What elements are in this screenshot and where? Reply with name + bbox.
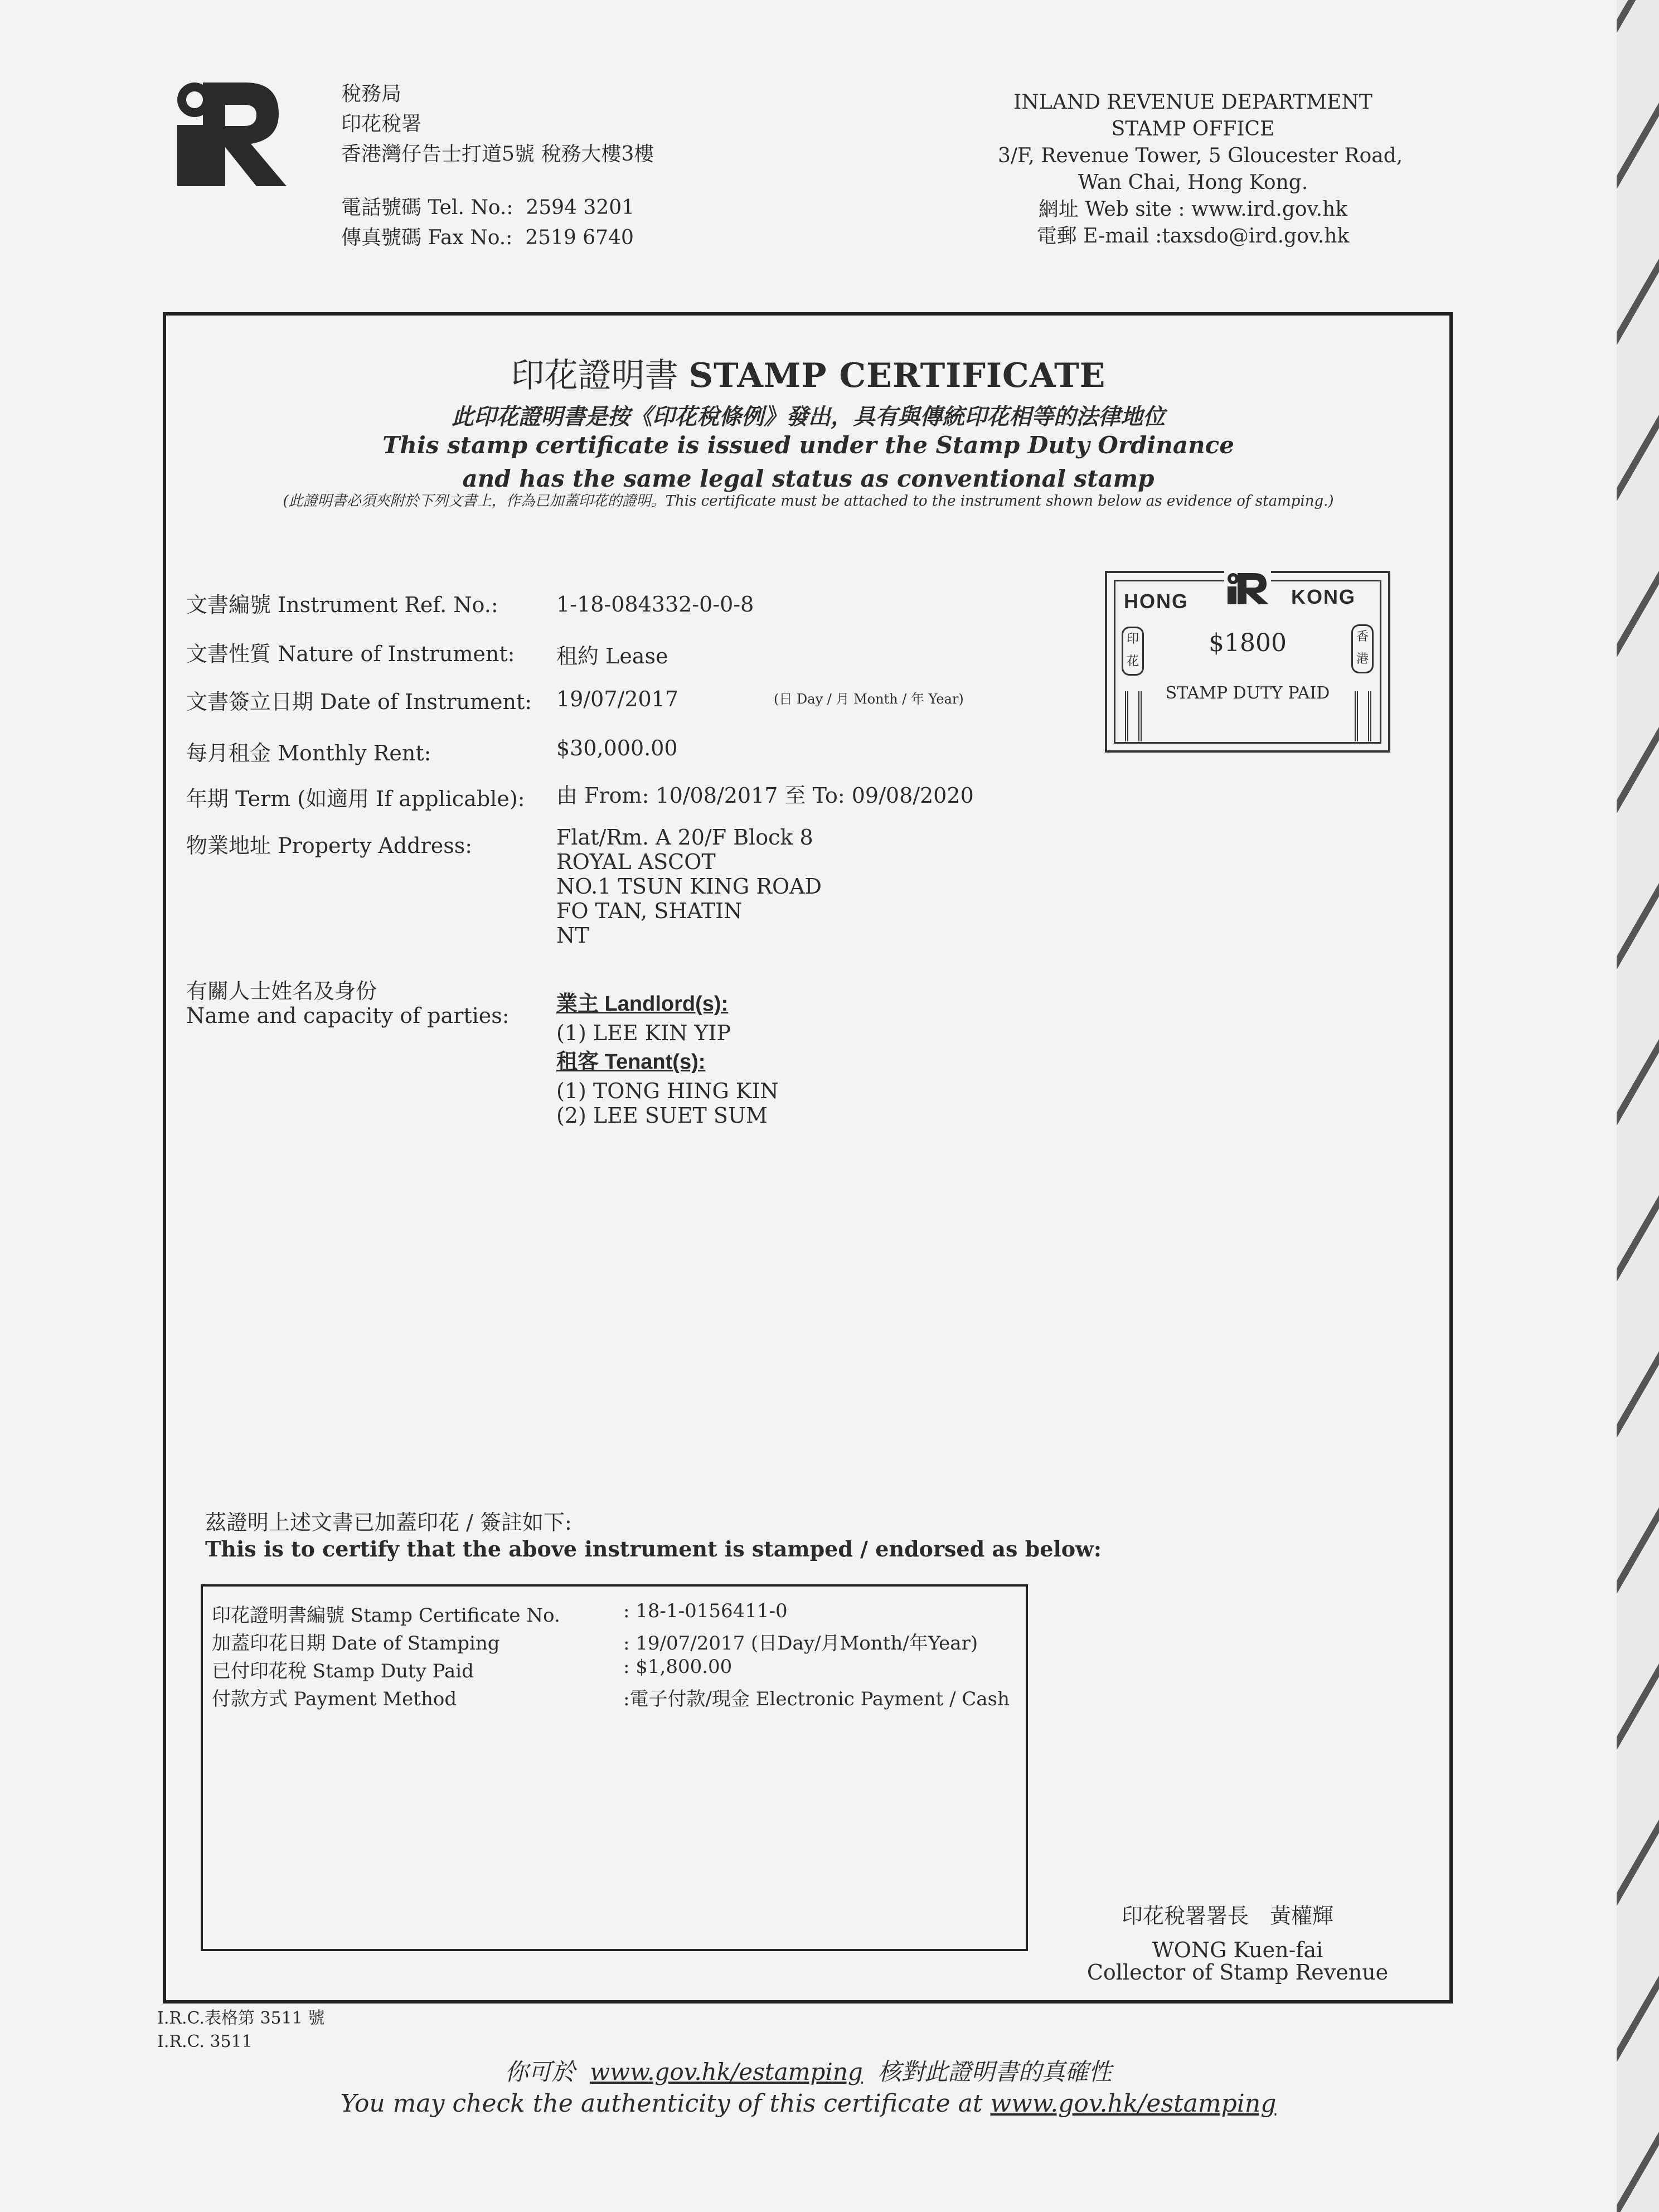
estamping-link[interactable]: www.gov.hk/estamping xyxy=(590,2058,863,2085)
title-en: STAMP CERTIFICATE xyxy=(688,356,1106,395)
dept-zh: 稅務局 xyxy=(341,83,402,105)
ird-mini-logo-icon xyxy=(1224,571,1271,607)
signature-zh: 印花稅署署長 黃權輝 xyxy=(1122,1904,1334,1928)
stamp-paid-text: STAMP DUTY PAID xyxy=(1165,683,1330,703)
box-value-method: :電子付款/現金 Electronic Payment / Cash xyxy=(623,1688,1010,1710)
tel-label: 電話號碼 Tel. No.: xyxy=(341,196,513,219)
web-line xyxy=(998,196,1388,223)
form-number xyxy=(157,2007,324,2054)
parties-label-en: Name and capacity of parties: xyxy=(186,1003,510,1028)
form-number-en: I.R.C. 3511 xyxy=(157,2032,253,2051)
stamp-ornament-right-icon xyxy=(1355,691,1371,741)
box-label-method: 付款方式 Payment Method xyxy=(212,1688,457,1710)
field-value-rent: $30,000.00 xyxy=(556,736,678,760)
address-line: FO TAN, SHATIN xyxy=(556,899,743,923)
address-en-1: 3/F, Revenue Tower, 5 Gloucester Road, xyxy=(998,144,1403,167)
signature-title: Collector of Stamp Revenue xyxy=(1086,1960,1389,1985)
web-label: 網址 Web site : xyxy=(1038,198,1185,221)
certify-statement-zh: 茲證明上述文書已加蓋印花 / 簽註如下: xyxy=(205,1510,572,1535)
stamp-ornament-left-icon xyxy=(1125,691,1142,741)
fax-label: 傳真號碼 Fax No.: xyxy=(341,226,513,249)
certify-statement-en: This is to certify that the above instrument is stamped / endorsed as below: xyxy=(205,1536,1102,1561)
field-value-ref: 1-18-084332-0-0-8 xyxy=(556,592,754,617)
tenant-item: (2) LEE SUET SUM xyxy=(556,1103,768,1128)
footer-en xyxy=(0,2089,1617,2118)
parties-label-zh: 有關人士姓名及身份 xyxy=(186,979,377,1003)
property-address xyxy=(556,825,822,948)
subtitle-zh: 此印花證明書是按《印花稅條例》發出，具有與傳統印花相等的法律地位 xyxy=(452,404,1165,430)
box-label-date: 加蓋印花日期 Date of Stamping xyxy=(212,1632,500,1655)
subtitle-en-2: and has the same legal status as conventional stamp xyxy=(462,465,1154,492)
signature-name: WONG Kuen-fai xyxy=(1152,1938,1323,1962)
landlord-heading: 業主 Landlord(s): xyxy=(556,992,729,1016)
tel-number: 2594 3201 xyxy=(526,196,635,219)
certificate-title xyxy=(0,349,1617,397)
address-line: ROYAL ASCOT xyxy=(556,850,716,874)
field-label-nature: 文書性質 Nature of Instrument: xyxy=(186,642,515,666)
office-zh: 印花稅署 xyxy=(341,113,422,135)
email-label: 電郵 E-mail : xyxy=(1036,225,1162,248)
stamp-duty-paid-seal xyxy=(1105,571,1390,753)
field-label-ref: 文書編號 Instrument Ref. No.: xyxy=(186,593,498,617)
address-line: NT xyxy=(556,923,589,948)
web-link[interactable]: www.ird.gov.hk xyxy=(1191,198,1348,221)
parties-label xyxy=(186,979,510,1028)
title-zh: 印花證明書 xyxy=(511,356,678,395)
stamp-hong: HONG xyxy=(1124,590,1189,613)
footer-zh-post: 核對此證明書的真確性 xyxy=(877,2058,1112,2085)
box-label-cert-no: 印花證明書編號 Stamp Certificate No. xyxy=(212,1604,560,1627)
field-value-term: 由 From: 10/08/2017 至 To: 09/08/2020 xyxy=(556,783,974,808)
box-label-paid: 已付印花稅 Stamp Duty Paid xyxy=(212,1660,474,1682)
email-link[interactable]: taxsdo@ird.gov.hk xyxy=(1162,225,1350,248)
form-number-zh: I.R.C.表格第 3511 號 xyxy=(157,2009,325,2028)
box-value-cert-no: : 18-1-0156411-0 xyxy=(623,1600,788,1622)
seal-left: 印花 xyxy=(1122,627,1144,676)
email-line xyxy=(998,223,1388,250)
field-label-date: 文書簽立日期 Date of Instrument: xyxy=(186,690,532,714)
address-zh: 香港灣仔告士打道5號 稅務大樓3樓 xyxy=(341,143,654,166)
stamp-amount: $1800 xyxy=(1209,629,1287,657)
field-value-nature: 租約 Lease xyxy=(556,644,668,668)
tenant-item: (1) TONG HING KIN xyxy=(556,1079,779,1103)
address-en-2: Wan Chai, Hong Kong. xyxy=(1078,171,1308,194)
address-line: Flat/Rm. A 20/F Block 8 xyxy=(556,825,813,850)
office-en: STAMP OFFICE xyxy=(1111,118,1275,140)
footer-en-pre: You may check the authenticity of this certificate at xyxy=(340,2089,983,2118)
field-label-address: 物業地址 Property Address: xyxy=(186,833,473,858)
box-value-date: : 19/07/2017 (日Day/月Month/年Year) xyxy=(623,1632,978,1655)
header-left xyxy=(341,79,654,253)
footer-zh xyxy=(0,2054,1617,2087)
footer-zh-pre: 你可於 xyxy=(505,2058,575,2085)
dept-en: INLAND REVENUE DEPARTMENT xyxy=(1013,91,1372,114)
box-value-paid: : $1,800.00 xyxy=(623,1656,733,1678)
seal-right: 香港 xyxy=(1351,624,1374,673)
header-right xyxy=(998,89,1403,250)
landlord-item: (1) LEE KIN YIP xyxy=(556,1021,731,1045)
ird-logo-icon xyxy=(167,78,290,190)
fax-line xyxy=(341,223,654,253)
subtitle-en-1: This stamp certificate is issued under the Stamp Duty Ordinance xyxy=(382,431,1234,459)
parties-list xyxy=(556,988,779,1127)
field-label-rent: 每月租金 Monthly Rent: xyxy=(186,741,431,765)
subtitle-note: (此證明書必須夾附於下列文書上，作為已加蓋印花的證明。This certificate must be attached to the instrument shown below as evidence of stamping.) xyxy=(283,493,1334,510)
estamping-link-en[interactable]: www.gov.hk/estamping xyxy=(990,2089,1277,2118)
date-format-note: (日 Day / 月 Month / 年 Year) xyxy=(774,691,964,707)
field-label-term: 年期 Term (如適用 If applicable): xyxy=(186,787,525,811)
address-line: NO.1 TSUN KING ROAD xyxy=(556,874,822,899)
tenant-heading: 租客 Tenant(s): xyxy=(556,1050,706,1074)
fax-number: 2519 6740 xyxy=(525,226,634,249)
stamp-kong: KONG xyxy=(1291,585,1356,608)
field-value-date: 19/07/2017 xyxy=(556,687,679,711)
tel-line xyxy=(341,193,654,223)
